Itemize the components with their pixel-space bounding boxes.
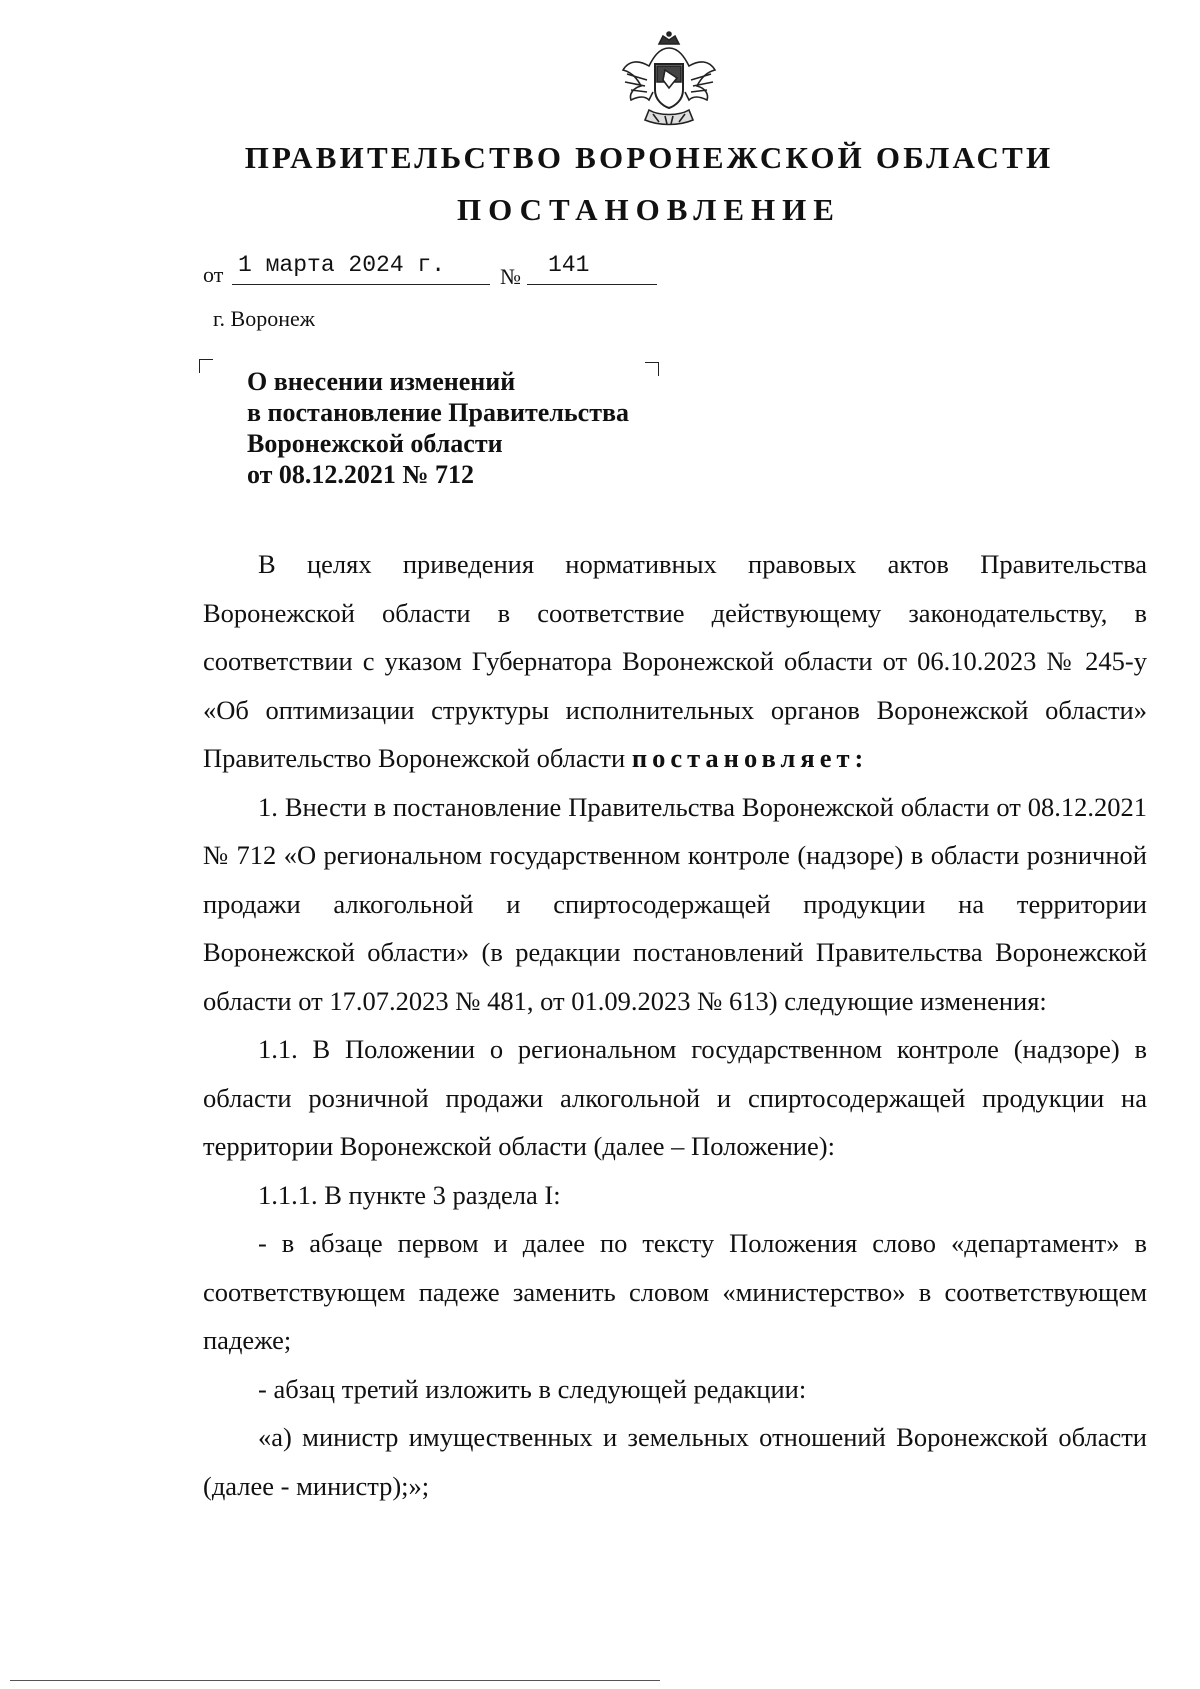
paragraph-1: 1. Внести в постановление Правительства Воронежской области от 08.12.2021 № 712 «О региональном государственном контроле (надзоре) в области розничной продажи алкогольной и спиртосодержащей продукции на территории Воронежской области» (в редакции постановлений Правительства Воронежской области от 17.07.2023 № 481, от 01.09.2023 № 613) следующие изменения: [203, 791, 1147, 1016]
date-underline [232, 284, 490, 285]
quoted-paragraph: «а) министр имущественных и земельных отношений Воронежской области (далее - министр);»; [203, 1422, 1147, 1501]
document-body [203, 540, 1147, 1510]
title-line: О внесении изменений [247, 367, 516, 396]
footer-divider [10, 1680, 660, 1681]
paragraph-1-1-1: 1.1.1. В пункте 3 раздела I: [258, 1179, 561, 1210]
title-line: Воронежской области [247, 429, 503, 458]
preamble-paragraph [203, 540, 1147, 783]
title-bracket-right [645, 362, 659, 376]
title-line: от 08.12.2021 № 712 [247, 460, 475, 489]
number-underline [527, 284, 657, 285]
date-prefix: от [203, 262, 224, 287]
title-bracket-left [199, 359, 213, 373]
paragraph-1-1: 1.1. В Положении о региональном государственном контроле (надзоре) в области розничной продажи алкогольной и спиртосодержащей продукции на территории Воронежской области (далее – Положение): [203, 1034, 1147, 1161]
document-number: 141 [548, 252, 590, 278]
title-line: в постановление Правительства [247, 398, 630, 427]
decree-word: постановляет: [631, 743, 869, 773]
number-prefix: № [500, 264, 521, 289]
document-type: ПОСТАНОВЛЕНИЕ [457, 192, 841, 227]
bullet-paragraph-1: - в абзаце первом и далее по тексту Положения слово «департамент» в соответствующем падеже заменить словом «министерство» в соответствующем падеже; [203, 1228, 1147, 1355]
organization-name: ПРАВИТЕЛЬСТВО ВОРОНЕЖСКОЙ ОБЛАСТИ [244, 140, 1054, 175]
document-title [247, 366, 629, 490]
coat-of-arms-emblem [619, 30, 719, 130]
preamble-text: В целях приведения нормативных правовых актов Правительства Воронежской области в соответствие действующему законодательству, в соответствии с указом Губернатора Воронежской области от 06.10.2023 № 245-у «Об оптимизации структуры исполнительных органов Воронежской области» Правительство Воронежской области [203, 549, 1147, 773]
bullet-paragraph-2: - абзац третий изложить в следующей редакции: [258, 1373, 807, 1404]
city: г. Воронеж [213, 306, 315, 331]
document-date: 1 марта 2024 г. [238, 252, 446, 278]
